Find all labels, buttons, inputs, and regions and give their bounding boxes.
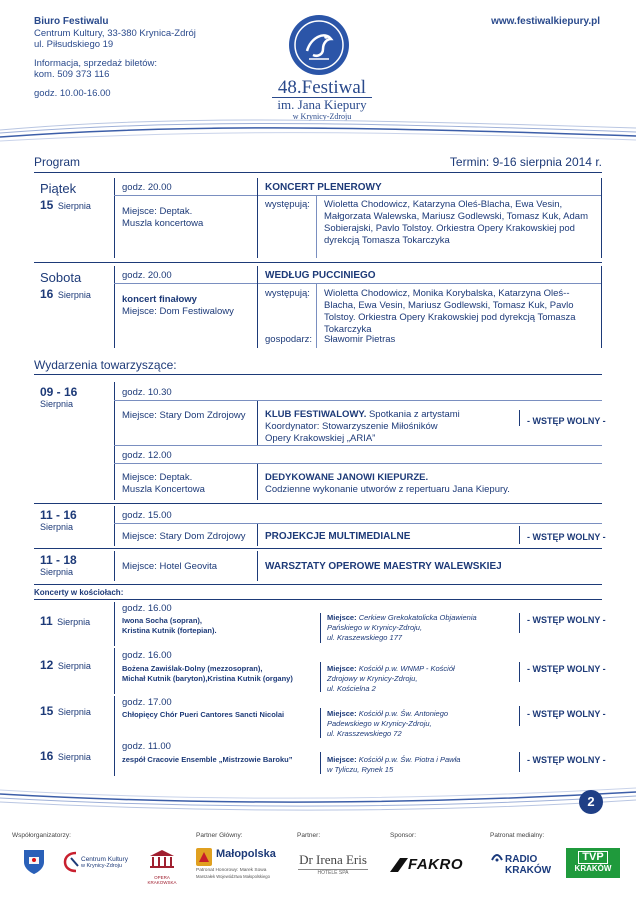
divider [114,178,115,258]
day-2-performers: Wioletta Chodowicz, Monika Korybalska, Katarzyna Oleś--Blacha, Ewa Vesin, Mariusz Godlewski, Tomasz Kuk, Pavlo Tolstoy. Orkiestra Opery Krakowskiej pod dyrekcją Tomasza Tokarczyka [324,288,576,335]
day-1-name: Piątek [40,181,77,196]
divider [114,696,115,740]
church-1-date [40,612,90,630]
church-1-perf-1: Iwona Socha (sopran), [122,616,203,625]
church-1-place-1: Cerkiew Grekokatolicka Objawienia [356,613,477,622]
centrum-kultury-icon [62,850,80,874]
divider [114,523,602,524]
tvp-krakow-logo [566,848,620,878]
divider [320,708,321,738]
event-1-free-badge: - WSTĘP WOLNY - [527,416,606,426]
divider [34,262,602,263]
festival-logo-icon [289,15,349,75]
event-1-date-range: 09 - 16 [40,385,78,399]
day-2-final-label: koncert finałowy [122,294,197,305]
day-1-number: 15 [40,198,54,212]
church-2-date [40,656,91,674]
partner-label: Partner: [297,832,321,839]
fakro-name: FAKRO [408,856,463,873]
divider [519,752,520,772]
divider [316,196,317,258]
divider [519,526,520,544]
fakro-mark-icon [390,858,408,872]
church-concerts-rule [34,599,602,600]
divider [519,410,520,426]
divider [320,752,321,774]
day-1-role: występują: [265,199,310,210]
day-1-month: Sierpnia [57,201,91,211]
day-2-time: godz. 20.00 [122,270,172,281]
co-organizers-label: Współorganizatorzy: [12,832,71,839]
logo-line-festiwal: 48.Festiwal [277,77,367,98]
church-3-date [40,702,91,720]
radio-krakow-line-2: KRAKÓW [505,865,552,876]
divider [519,662,520,682]
irena-eris-logo [298,852,368,876]
church-3-time: godz. 17.00 [122,697,172,708]
church-3-place-1: Kościół p.w. Św. Antoniego [356,709,449,718]
divider [114,648,115,694]
day-2-role: występują: [265,288,310,299]
divider [519,706,520,726]
church-2-time: godz. 16.00 [122,650,172,661]
church-3-place-3: ul. Krasszewskiego 72 [327,729,402,738]
church-3-perf-1: Chłopięcy Chór Pueri Cantores Sancti Nicolai [122,710,285,719]
divider [257,266,258,348]
church-2-place-3: ul. Kościelna 2 [327,684,376,693]
event-3-month: Sierpnia [40,567,74,577]
ticket-info-label: Informacja, sprzedaż biletów: [34,57,158,69]
malopolska-patronage: Patronat Honorowy: Marek Sowa [196,868,267,873]
opera-krakowska-logo [140,848,184,885]
divider [601,178,602,258]
day-2-host-role: gospodarz: [265,334,313,345]
divider [114,551,115,581]
sponsor-label: Sponsor: [390,832,417,839]
malopolska-marshal: Marszałek Województwa Małopolskiego [196,874,270,879]
church-1-place-3: ul. Kraszewskiego 177 [327,633,403,642]
event-1-time-2: godz. 12.00 [122,450,172,461]
church-4-place [327,755,460,775]
church-4-number: 16 [40,749,54,763]
divider [34,503,602,504]
divider [257,524,258,546]
church-3-place-label: Miejsce: [327,709,357,718]
church-4-place-2: w Tyliczu, Rynek 15 [327,765,394,774]
divider [114,445,602,446]
church-3-performers [122,710,284,720]
tvp-label: TVP [578,851,608,864]
day-2-host: Sławomir Pietras [324,334,396,345]
church-1-place-label: Miejsce: [327,613,357,622]
divider [114,283,602,284]
divider [114,400,602,401]
church-1-place-2: Pańskiego w Krynicy-Zdroju, [327,623,423,632]
divider [320,662,321,692]
event-1-desc-1c: Opery Krakowskiej „ARIA” [265,433,376,444]
day-2-number: 16 [40,287,54,301]
centrum-kultury-sub: w Krynicy-Zdroju [81,863,122,869]
opera-krakowska-name: OPERA KRAKOWSKA [147,875,177,885]
event-2-month: Sierpnia [40,522,74,532]
church-1-month: Sierpnia [57,617,91,627]
day-2-name: Sobota [40,270,82,285]
festival-office-info [34,16,196,99]
church-4-performers [122,755,292,765]
divider [34,584,602,585]
church-3-place-2: Padewskiego w Krynicy-Zdroju, [327,719,432,728]
centrum-kultury-name: Centrum Kultury [81,856,128,863]
divider [34,548,602,549]
office-hours: godz. 10.00-16.00 [34,87,111,99]
church-1-time: godz. 16.00 [122,603,172,614]
day-2-header [40,270,91,303]
event-1-place-1: Miejsce: Stary Dom Zdrojowy [122,410,246,421]
divider [114,195,602,196]
media-patron-label: Patronat medialny: [490,832,545,839]
event-1-dates [40,385,77,409]
day-1-time: godz. 20.00 [122,182,172,193]
day-2-place: Miejsce: Dom Festiwalowy [122,306,234,317]
event-3-title: WARSZTATY OPEROWE MAESTRY WALEWSKIEJ [265,561,502,572]
church-3-place [327,709,448,739]
side-events-rule [34,374,602,375]
divider [257,401,258,445]
church-2-free-badge: - WSTĘP WOLNY - [527,664,606,674]
divider [257,178,258,258]
church-2-place-label: Miejsce: [327,664,357,673]
divider [257,551,258,581]
divider [114,266,115,348]
office-name: Biuro Festiwalu [34,16,109,27]
church-2-perf-1: Bożena Zawiślak-Dolny (mezzosopran), [122,664,263,673]
church-3-month: Sierpnia [57,707,91,717]
church-4-free-badge: - WSTĘP WOLNY - [527,755,606,765]
church-2-performers [122,664,293,684]
logo-line-place: w Krynicy-Zdroju [292,112,352,121]
day-1-header [40,181,91,214]
church-2-number: 12 [40,658,54,672]
krynica-crest-logo-icon [22,848,46,881]
church-4-perf-1: zespół Cracovie Ensemble „Mistrzowie Baroku” [122,755,293,764]
event-1-desc-1 [265,409,515,445]
church-4-time: godz. 11.00 [122,741,171,752]
event-2-dates [40,508,77,532]
church-1-place [327,613,477,643]
event-2-free-badge: - WSTĘP WOLNY - [527,532,606,542]
page-number-badge: 2 [579,790,603,814]
divider [519,613,520,633]
event-2-time: godz. 15.00 [122,510,172,521]
event-3-place: Miejsce: Hotel Geovita [122,561,218,572]
church-1-free-badge: - WSTĘP WOLNY - [527,615,606,625]
ticket-phone: kom. 509 373 116 [34,69,110,80]
day-1-performers: Wioletta Chodowicz, Katarzyna Oleś-Blacha, Ewa Vesin, Małgorzata Walewska, Mariusz Godlewski, Tomasz Kuk, Adam Sobierajski, Pavlo Tolstoy. Orkiestra Opery Krakowskiej pod dyrekcją Tomasza Tokarczyka [324,199,588,246]
tvp-krakow-label: KRAKÓW [574,864,612,873]
event-1-desc-1a: Spotkania z artystami [366,409,460,420]
event-3-dates [40,553,77,577]
divider [316,284,317,348]
opera-building-icon [148,848,176,870]
header-wave-decoration [0,112,636,152]
divider [114,463,602,464]
divider [114,602,115,646]
church-1-number: 11 [40,614,53,628]
footer-wave-decoration [0,778,636,818]
divider [114,506,115,546]
church-2-perf-2: Michał Kutnik (baryton),Kristina Kutnik (organy) [122,674,293,683]
event-2-place: Miejsce: Stary Dom Zdrojowy [122,531,246,542]
office-address-1: Centrum Kultury, 33-380 Krynica-Zdrój [34,27,196,39]
malopolska-crest-icon [196,848,212,866]
divider [114,740,115,776]
church-concerts-heading: Koncerty w kościołach: [34,588,124,597]
event-1-desc-2 [265,472,510,496]
irena-eris-name: Dr Irena Eris [299,852,367,867]
church-4-place-label: Miejsce: [327,755,357,764]
day-1-place: Miejsce: Deptak. Muszla koncertowa [122,206,204,229]
side-events-heading: Wydarzenia towarzyszące: [34,358,177,372]
church-1-perf-2: Kristina Kutnik (fortepian). [122,626,217,635]
church-2-place [327,664,455,694]
divider [257,464,258,500]
church-4-month: Sierpnia [57,752,91,762]
day-2-month: Sierpnia [57,290,91,300]
event-1-time-1: godz. 10.30 [122,387,172,398]
program-rule [34,172,602,173]
program-term: Termin: 9-16 sierpnia 2014 r. [449,155,602,169]
logo-line-name: im. Jana Kiepury [272,97,372,112]
event-3-date-range: 11 - 18 [40,553,77,567]
church-4-place-1: Kościół p.w. Św. Piotra i Pawła [356,755,461,764]
office-address-2: ul. Piłsudskiego 19 [34,39,114,50]
church-3-number: 15 [40,704,54,718]
event-1-title-1: KLUB FESTIWALOWY. [265,409,367,420]
festival-url-link[interactable]: www.festiwalkiepury.pl [491,16,600,27]
church-2-place-1: Kościół p.w. WNMP - Kościół [356,664,455,673]
church-2-month: Sierpnia [57,661,91,671]
church-3-free-badge: - WSTĘP WOLNY - [527,709,606,719]
event-1-place-2: Miejsce: Deptak. Muszla Koncertowa [122,472,205,495]
day-2-concert-title: WEDŁUG PUCCINIEGO [265,270,376,281]
event-1-desc-2-text: Codzienne wykonanie utworów z repertuaru Jana Kiepury. [265,484,510,495]
day-1-concert-title: KONCERT PLENEROWY [265,182,382,193]
irena-eris-sub: HOTELE SPA [298,869,368,876]
program-heading: Program [34,155,81,169]
event-1-desc-1b: Koordynator: Stowarzyszenie Miłośników [265,421,438,432]
church-1-performers [122,616,217,636]
radio-krakow-line-1: RADIO [505,854,538,865]
main-partner-label: Partner Główny: [196,832,243,839]
church-2-place-2: Zdrojowy w Krynicy-Zdroju, [327,674,418,683]
radio-waves-icon [490,850,504,862]
divider [320,613,321,643]
malopolska-name: Małopolska [216,848,276,860]
event-2-title: PROJEKCJE MULTIMEDIALNE [265,531,411,542]
event-1-title-2: DEDYKOWANE JANOWI KIEPURZE. [265,472,429,483]
church-4-date [40,747,91,765]
divider [601,266,602,348]
event-1-month: Sierpnia [40,399,74,409]
event-2-date-range: 11 - 16 [40,508,77,522]
